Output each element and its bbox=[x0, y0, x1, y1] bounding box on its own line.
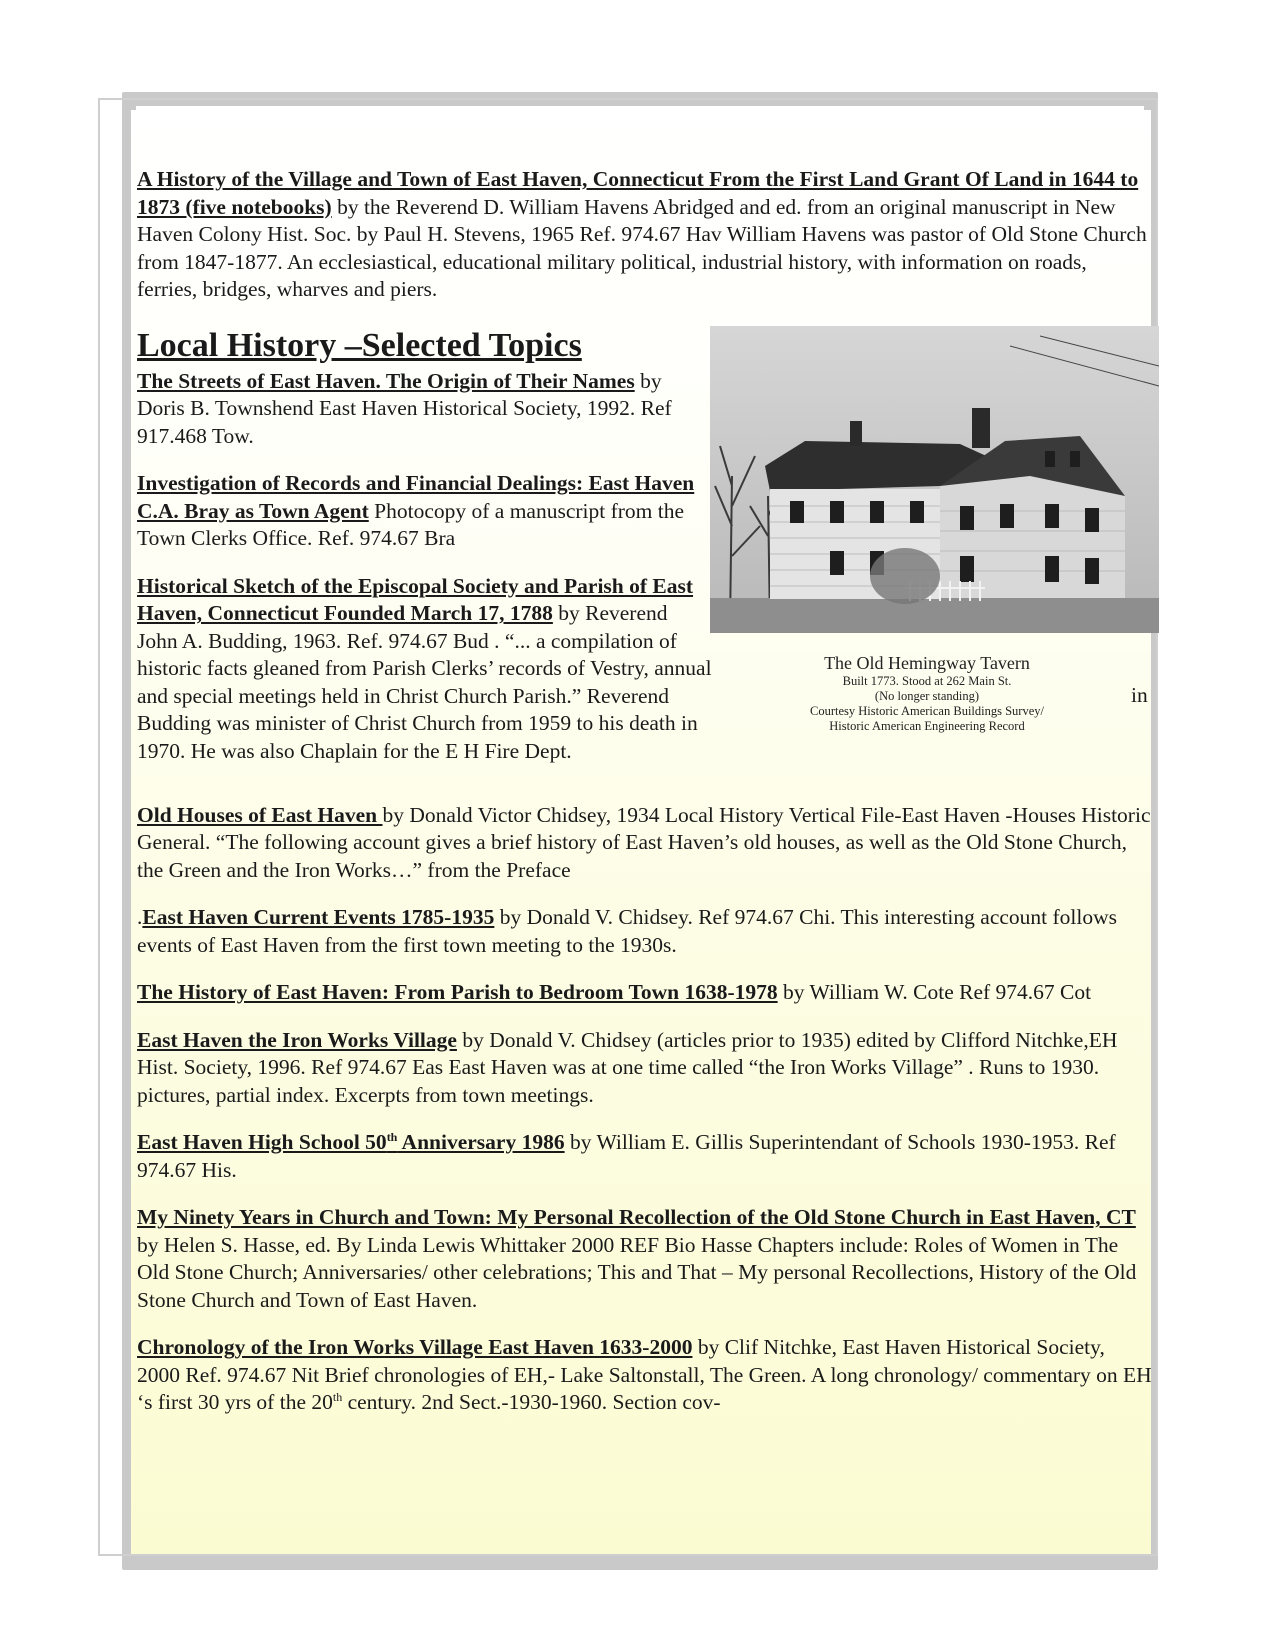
entry-text: by Donald Victor Chidsey, 1934 Local History Vertical File-East Haven -Houses Historic General. “The following account gives a brief history of East Haven’s old houses, as well as the Old Stone Church, the Green and the Iron Works…” from the Preface bbox=[137, 802, 1151, 882]
list-item bbox=[137, 1204, 1152, 1314]
caption-title: The Old Hemingway Tavern bbox=[824, 652, 1030, 673]
entry-text: Photocopy of a manuscript from the Town Clerks Office. Ref. 974.67 Bra bbox=[137, 498, 685, 550]
entry-text: by Donald V. Chidsey (articles prior to 1935) edited by Clifford Nitchke,EH Hist. Society, 1996. Ref 974.67 Eas East Haven was at one time called “the Iron Works Village” . Runs to 1930. pictures, partial index. Excerpts from town meetings. bbox=[137, 1027, 1118, 1107]
caption-line: (No longer standing) bbox=[874, 688, 980, 703]
photo-caption bbox=[717, 652, 1137, 734]
list-item bbox=[137, 368, 712, 451]
entry-text: century. 2nd Sect.-1930-1960. Section cov- bbox=[342, 1390, 721, 1414]
entry-title bbox=[137, 1130, 565, 1154]
ordinal-suffix: th bbox=[332, 1389, 343, 1404]
entry-title: East Haven Current Events 1785-1935 bbox=[142, 905, 495, 929]
stray-word: in bbox=[1131, 682, 1148, 707]
entry-title: Chronology of the Iron Works Village East Haven 1633-2000 bbox=[137, 1335, 693, 1359]
entry-text: by Helen S. Hasse, ed. By Linda Lewis Whittaker 2000 REF Bio Hasse Chapters include: Roles of Women in The Old Stone Church; Anniversaries/ other celebrations; This and That – My personal Recollections, History of the Old Stone Church and Town of East Haven. bbox=[137, 1232, 1137, 1312]
intro-entry bbox=[137, 166, 1152, 304]
caption-line: Historic American Engineering Record bbox=[829, 718, 1025, 733]
list-item bbox=[137, 802, 1152, 885]
caption-line: Courtesy Historic American Buildings Survey/ bbox=[809, 703, 1044, 718]
entry-text: by Reverend John A. Budding, 1963. Ref. 974.67 Bud . “... a compilation of historic facts gleaned from Parish Clerks’ records of Vestry, annual and special meetings held in Christ Church Parish.” Reverend Budding was minister of Christ Church from 1959 to his death in 1970. He was also Chaplain for the E H Fire Dept. bbox=[137, 601, 712, 763]
entry-text: by William W. Cote Ref 974.67 Cot bbox=[777, 980, 1092, 1004]
entry-title-part: East Haven High School 50 bbox=[137, 1130, 387, 1154]
list-item bbox=[137, 979, 1152, 1007]
entry-text: by Donald V. Chidsey. Ref 974.67 Chi. This interesting account follows events of East Haven from the first town meeting to the 1930s. bbox=[137, 905, 1118, 957]
entry-title: Investigation of Records and Financial Dealings: East Haven C.A. Bray as Town Agent bbox=[137, 471, 695, 523]
entry-title: My Ninety Years in Church and Town: My Personal Recollection of the Old Stone Church in East Haven, CT bbox=[137, 1205, 1136, 1229]
section-heading: Local History –Selected Topics bbox=[137, 326, 582, 364]
entry-title-part: Anniversary 1986 bbox=[397, 1130, 565, 1154]
document-content bbox=[137, 166, 1152, 1437]
tavern-photo bbox=[710, 326, 1159, 633]
entry-title: The Streets of East Haven. The Origin of Their Names bbox=[137, 368, 635, 393]
two-column-block bbox=[137, 326, 1152, 802]
list-item bbox=[137, 904, 1152, 959]
entry-title: Old Houses of East Haven bbox=[137, 802, 383, 827]
list-item bbox=[137, 1334, 1152, 1417]
entry-prefix: . bbox=[137, 905, 143, 929]
list-item bbox=[137, 1027, 1152, 1110]
entry-title: A History of the Village and Town of East Haven, Connecticut From the First Land Grant Of Land in 1644 to 1873 (five notebooks) bbox=[137, 167, 1139, 219]
caption-line: Built 1773. Stood at 262 Main St. bbox=[842, 673, 1012, 688]
entry-text: by Clif Nitchke, East Haven Historical Society, 2000 Ref. 974.67 Nit Brief chronologies of EH,- Lake Saltonstall, The Green. A long chronology/ commentary on EH ‘s first 30 yrs of the 20 bbox=[137, 1335, 1152, 1414]
entry-title: East Haven the Iron Works Village bbox=[137, 1027, 457, 1052]
entry-text: by William E. Gillis Superintendant of Schools 1930-1953. Ref 974.67 His. bbox=[137, 1130, 1116, 1182]
left-column bbox=[137, 368, 712, 786]
entry-text: by the Reverend D. William Havens Abridged and ed. from an original manuscript in New Haven Colony Hist. Soc. by Paul H. Stevens, 1965 Ref. 974.67 Hav William Havens was pastor of Old Stone Church from 1847-1877. An ecclesiastical, educational military political, industrial history, with information on roads, ferries, bridges, wharves and piers. bbox=[137, 194, 1147, 301]
entry-title: The History of East Haven: From Parish to Bedroom Town 1638-1978 bbox=[137, 980, 778, 1004]
list-item bbox=[137, 1129, 1152, 1184]
ordinal-suffix: th bbox=[386, 1129, 398, 1144]
list-item bbox=[137, 573, 712, 766]
list-item bbox=[137, 470, 712, 553]
entry-text: by Doris B. Townshend East Haven Historical Society, 1992. Ref 917.468 Tow. bbox=[137, 368, 672, 448]
entry-title: Historical Sketch of the Episcopal Society and Parish of East Haven, Connecticut Founded March 17, 1788 bbox=[137, 573, 694, 625]
